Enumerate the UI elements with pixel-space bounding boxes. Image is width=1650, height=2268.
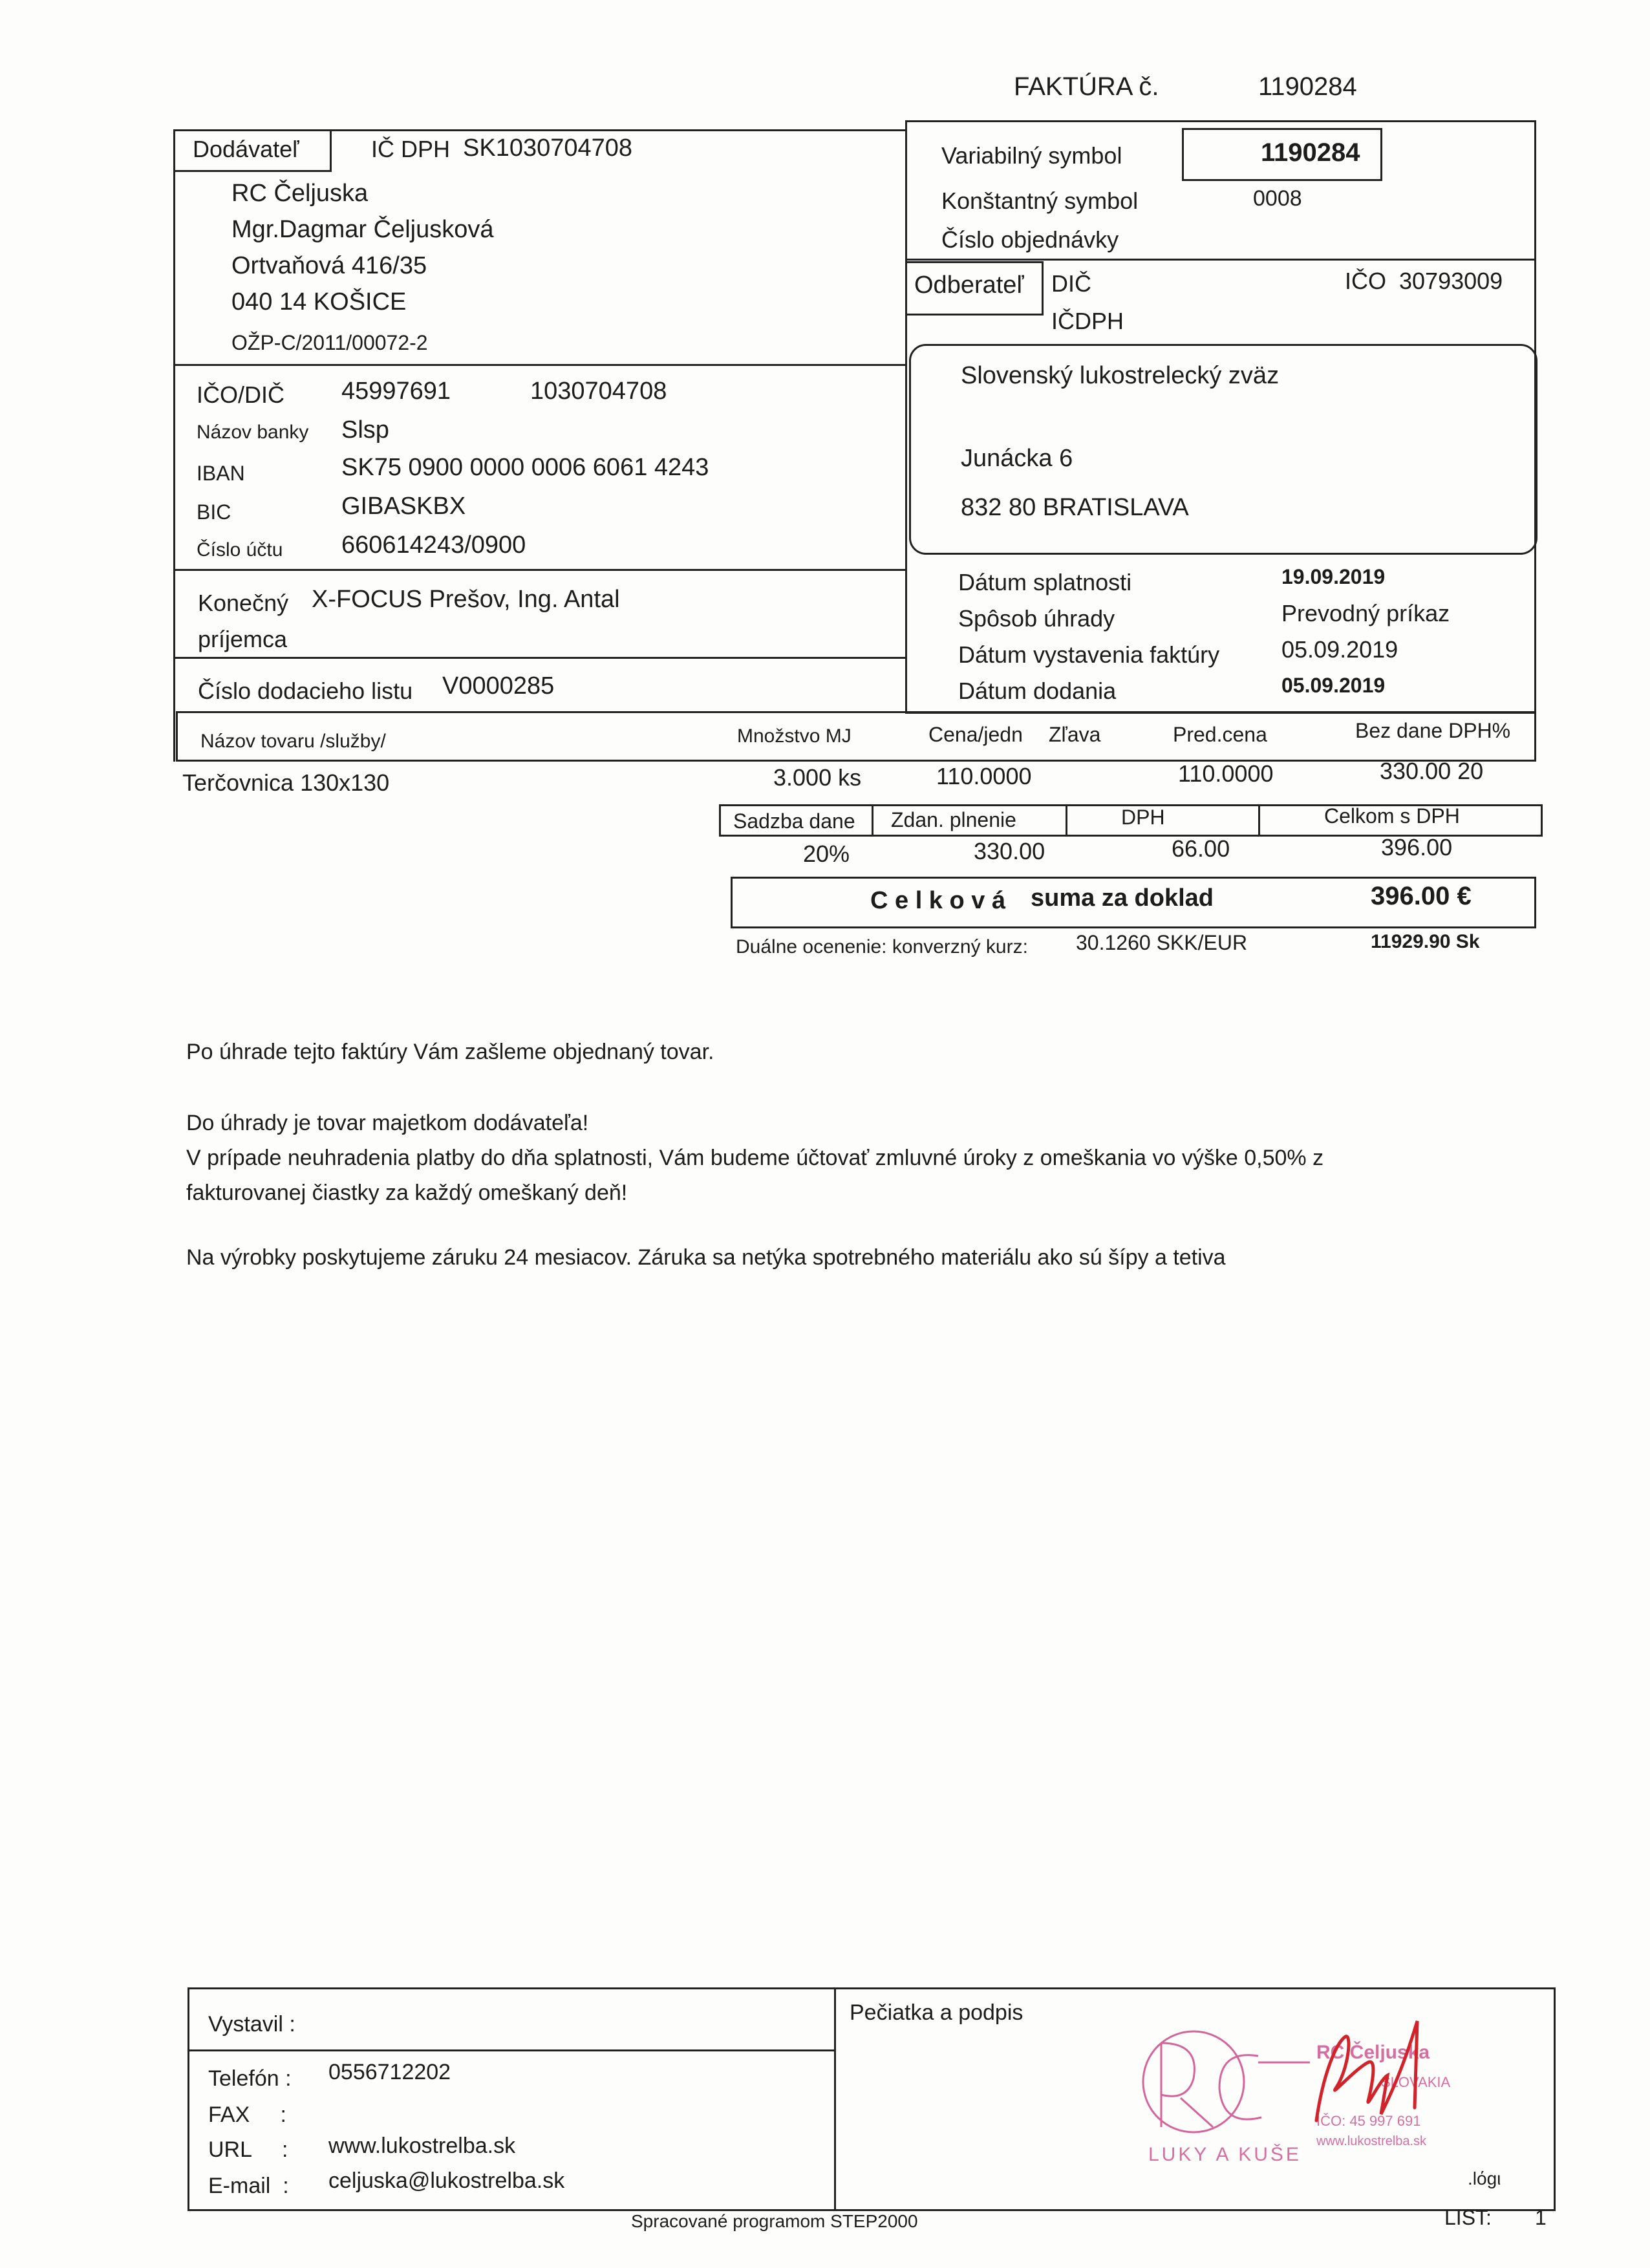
stamp-graphic <box>1122 2017 1510 2179</box>
total-label-spaced: C e l k o v á <box>870 887 1006 914</box>
delivery-date-label: Dátum dodania <box>958 678 1117 704</box>
dual-label: Duálne ocenenie: konverzný kurz: <box>736 936 1028 957</box>
vat-amount: 66.00 <box>1172 835 1230 862</box>
invoice-title-number: 1190284 <box>1258 72 1357 101</box>
vat-total: 396.00 <box>1381 834 1453 861</box>
customer-city: 832 80 BRATISLAVA <box>961 494 1189 521</box>
url-value: www.lukostrelba.sk <box>328 2134 516 2158</box>
supplier-icdph-label: IČ DPH <box>371 136 451 162</box>
divider <box>905 259 1536 261</box>
divider <box>188 2049 834 2051</box>
customer-ico-label: IČO <box>1345 268 1387 294</box>
ico-value: 45997691 <box>341 378 451 405</box>
variable-symbol-label: Variabilný symbol <box>941 142 1122 169</box>
program-note: Spracované programom STEP2000 <box>631 2211 918 2231</box>
vat-amount-header: DPH <box>1121 806 1165 829</box>
email-value: celjuska@lukostrelba.sk <box>328 2168 565 2193</box>
item-unit-price: 110.0000 <box>936 763 1032 789</box>
item-no-vat: 330.00 20 <box>1380 758 1484 784</box>
constant-symbol-value: 0008 <box>1253 186 1302 211</box>
recipient-label-line2: príjemca <box>198 626 288 652</box>
col-unit-price-header: Cena/jedn <box>928 723 1023 746</box>
issued-by-label: Vystavil : <box>208 2012 295 2037</box>
account-value: 660614243/0900 <box>341 531 526 559</box>
supplier-person: Mgr.Dagmar Čeljusková <box>231 216 494 243</box>
divider <box>173 657 907 659</box>
bank-name-label: Názov banky <box>197 422 309 443</box>
vat-rate-header: Sadzba dane <box>733 809 855 833</box>
iban-value: SK75 0900 0000 0006 6061 4243 <box>341 454 709 481</box>
vat-total-header: Celkom s DPH <box>1324 804 1460 828</box>
col-discount-header: Zľava <box>1049 723 1101 746</box>
note-line: V prípade neuhradenia platby do dňa splatnosti, Vám budeme účtovať zmluvné úroky z omeškania vo výške 0,50% z <box>186 1146 1324 1170</box>
due-date-label: Dátum splatnosti <box>958 569 1132 595</box>
bic-value: GIBASKBX <box>341 493 466 520</box>
note-line: fakturovanej čiastky za každý omeškaný deň! <box>186 1181 628 1205</box>
divider <box>1066 804 1067 837</box>
issue-date: 05.09.2019 <box>1281 636 1398 663</box>
recipient-label-line1: Konečný <box>198 590 289 616</box>
supplier-name: RC Čeljuska <box>231 180 369 207</box>
col-price-header: Pred.cena <box>1173 723 1267 746</box>
item-qty: 3.000 ks <box>773 764 862 791</box>
note-line: Do úhrady je tovar majetkom dodávateľa! <box>186 1111 589 1135</box>
list-label: LIST: <box>1444 2206 1492 2229</box>
delivery-note-label: Číslo dodacieho listu <box>198 678 413 704</box>
customer-dic-label: DIČ <box>1051 270 1091 297</box>
supplier-badge: Dodávateľ <box>193 136 299 162</box>
variable-symbol-value: 1190284 <box>1261 138 1360 167</box>
item-name: Terčovnica 130x130 <box>182 769 390 796</box>
customer-ico: 30793009 <box>1399 268 1503 294</box>
url-label: URL : <box>208 2137 288 2162</box>
bic-label: BIC <box>197 500 231 524</box>
total-value: 396.00 € <box>1371 882 1472 910</box>
supplier-icdph: SK1030704708 <box>463 134 633 162</box>
payment-method: Prevodný príkaz <box>1281 600 1450 626</box>
phone-label: Telefón : <box>208 2066 292 2091</box>
total-label-rest: suma za doklad <box>1031 884 1214 912</box>
bank-name: Slsp <box>341 416 389 444</box>
divider <box>872 804 873 837</box>
dual-rate: 30.1260 SKK/EUR <box>1076 931 1248 954</box>
col-no-vat-header: Bez dane DPH% <box>1355 719 1511 742</box>
svg-text:www.lukostrelba.sk: www.lukostrelba.sk <box>1316 2134 1427 2148</box>
note-line: Na výrobky poskytujeme záruku 24 mesiacov. Záruka sa netýka spotrebného materiálu ako sú šípy a tetiva <box>186 1245 1226 1270</box>
divider <box>173 364 907 366</box>
svg-text:LUKY A KUŠE: LUKY A KUŠE <box>1148 2144 1302 2165</box>
company-stamp <box>1122 2017 1510 2179</box>
customer-name: Slovenský lukostrelecký zväz <box>961 362 1280 389</box>
list-number: 1 <box>1535 2206 1547 2229</box>
divider <box>173 569 907 571</box>
account-label: Číslo účtu <box>197 539 283 561</box>
fax-label: FAX : <box>208 2102 286 2127</box>
constant-symbol-label: Konštantný symbol <box>941 187 1139 214</box>
vat-base: 330.00 <box>974 838 1045 864</box>
customer-badge: Odberateľ <box>914 272 1024 299</box>
due-date: 19.09.2019 <box>1281 565 1386 588</box>
vat-base-header: Zdan. plnenie <box>891 808 1016 831</box>
delivery-date: 05.09.2019 <box>1281 674 1386 697</box>
supplier-city: 040 14 KOŠICE <box>231 288 407 316</box>
phone-value: 0556712202 <box>328 2060 451 2084</box>
divider <box>1258 804 1260 837</box>
customer-street: Junácka 6 <box>961 445 1073 472</box>
divider <box>834 1987 836 2211</box>
note-line: Po úhrade tejto faktúry Vám zašleme objednaný tovar. <box>186 1040 714 1064</box>
item-price: 110.0000 <box>1178 760 1274 787</box>
issue-date-label: Dátum vystavenia faktúry <box>958 641 1220 668</box>
svg-text:IČO: 45 997 691: IČO: 45 997 691 <box>1316 2113 1421 2129</box>
email-label: E-mail : <box>208 2174 289 2198</box>
payment-method-label: Spôsob úhrady <box>958 605 1115 632</box>
recipient-value: X-FOCUS Prešov, Ing. Antal <box>312 586 620 613</box>
stamp-label: Pečiatka a podpis <box>850 2000 1023 2025</box>
dic-value: 1030704708 <box>530 378 667 405</box>
svg-text:SLOVAKIA: SLOVAKIA <box>1381 2074 1451 2090</box>
col-name-header: Názov tovaru /služby/ <box>200 731 386 752</box>
divider <box>173 129 175 762</box>
supplier-street: Ortvaňová 416/35 <box>231 252 427 279</box>
stamp-signature-mark: .lόgι <box>1468 2168 1501 2188</box>
customer-icdph-label: IČDPH <box>1051 308 1124 334</box>
delivery-note-value: V0000285 <box>442 672 555 700</box>
vat-rate: 20% <box>803 840 850 867</box>
order-number-label: Číslo objednávky <box>941 226 1119 253</box>
supplier-ozp: OŽP-C/2011/00072-2 <box>231 331 428 354</box>
iban-label: IBAN <box>197 462 245 485</box>
ico-dic-label: IČO/DIČ <box>197 381 285 408</box>
col-qty-header: Množstvo MJ <box>737 725 852 747</box>
invoice-title-label: FAKTÚRA č. <box>1014 72 1159 101</box>
svg-text:RC Čeljuska: RC Čeljuska <box>1316 2042 1430 2063</box>
dual-value: 11929.90 Sk <box>1371 931 1480 952</box>
